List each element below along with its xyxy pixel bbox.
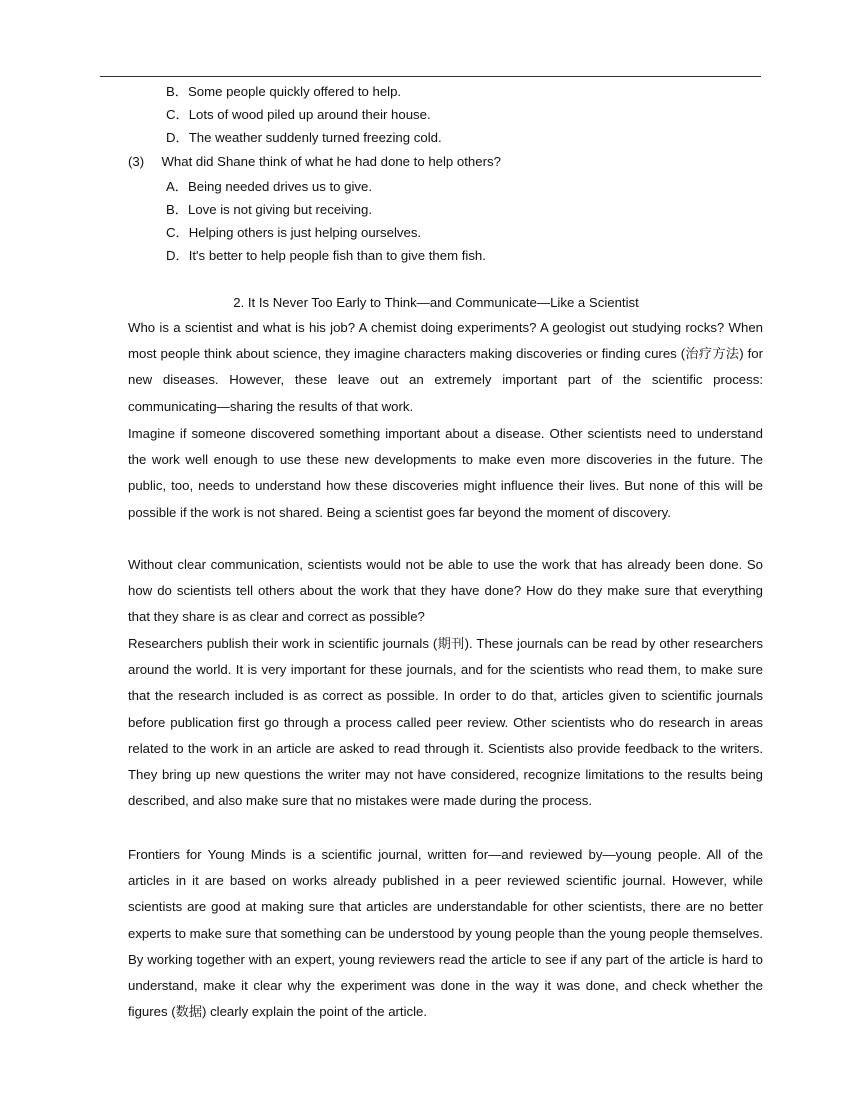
q3-option-c: C．Helping others is just helping ourselves. [166, 225, 422, 240]
paragraph-5: Frontiers for Young Minds is a scientific journal, written for—and reviewed by—young people. All of the articles in it are based on works already published in a peer reviewed scientific journal. However, while scientists are good at making sure that articles are understandable for other scientists, there are no better experts to make sure that something can be understood by young people than the young people themselves. By working together with an expert, young reviewers read the article to see if any part of the article is hard to understand, make it clear why the experiment was done in the way it was done, and check whether the figures (数据) clearly explain the point of the article. [128, 847, 763, 1020]
q3-option-b: B．Love is not giving but receiving. [166, 202, 372, 217]
question-3 [128, 153, 501, 171]
option-d: D．The weather suddenly turned freezing cold. [166, 130, 442, 145]
header-rule [100, 76, 761, 77]
paragraph-2: Imagine if someone discovered something important about a disease. Other scientists need to understand the work well enough to use these new developments to make even more discoveries in the future. The public, too, needs to understand how these discoveries might influence their lives. But none of this will be possible if the work is not shared. Being a scientist goes far beyond the moment of discovery. [128, 426, 763, 520]
question-text: What did Shane think of what he had done to help others? [161, 154, 501, 169]
passage-title: 2. It Is Never Too Early to Think—and Communicate—Like a Scientist [233, 295, 639, 310]
paragraph-1: Who is a scientist and what is his job? A chemist doing experiments? A geologist out studying rocks? When most people think about science, they imagine characters making discoveries or finding cures (治疗方法) for new diseases. However, these leave out an extremely important part of the scientific process: communicating—sharing the results of that work. [128, 320, 763, 414]
paragraph-3: Without clear communication, scientists would not be able to use the work that has already been done. So how do scientists tell others about the work that they have done? How do they make sure that everything that they share is as clear and correct as possible? [128, 557, 763, 625]
option-b: B．Some people quickly offered to help. [166, 84, 402, 99]
paragraph-4: Researchers publish their work in scientific journals (期刊). These journals can be read by other researchers around the world. It is very important for these journals, and for the scientists who read them, to make sure that the research included is as correct as possible. In order to do that, articles given to scientific journals before publication first go through a process called peer review. Other scientists who do research in areas related to the work in an article are asked to read through it. Scientists also provide feedback to the writers. They bring up new questions the writer may not have considered, recognize limitations to the results being described, and also make sure that no mistakes were made during the process. [128, 636, 763, 809]
q3-option-a: A．Being needed drives us to give. [166, 179, 372, 194]
q3-option-d: D．It's better to help people fish than to give them fish. [166, 248, 486, 263]
option-c: C．Lots of wood piled up around their house. [166, 107, 431, 122]
question-number: (3) [128, 154, 145, 169]
